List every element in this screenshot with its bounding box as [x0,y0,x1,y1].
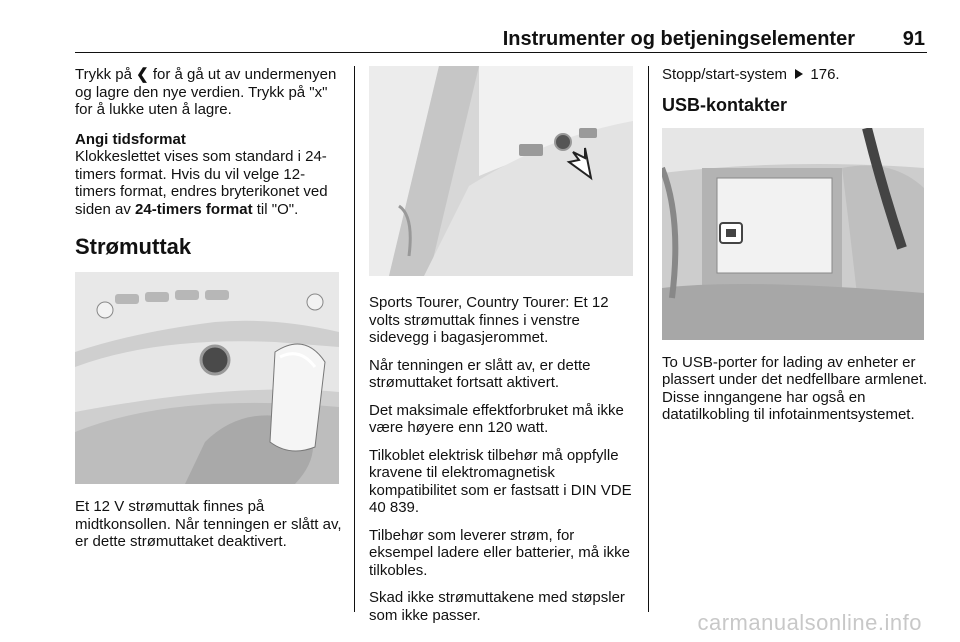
column-2 [369,66,635,634]
subheading-time-format: Angi tidsformat [75,130,186,148]
chevron-left-icon: ❮ [136,66,149,83]
trunk-outlet-illustration [369,66,633,276]
cross-reference [662,66,930,84]
paragraph: Når tenningen er slått av, er dette strømuttaket fortsatt aktivert. [369,356,591,391]
paragraph: Tilkoblet elektrisk tilbehør må oppfylle kravene til elektromagnetisk kompatibilitet som er fastsatt i DIN VDE 40 839. [369,446,632,516]
text: for å gå ut av undermenyen og lagre den nye verdien. Trykk på "x" for å lukke uten å lagre. [75,66,337,118]
text: Stopp/start-system [662,66,788,83]
arrow-right-icon [795,69,803,79]
bold-text: 24-timers format [135,200,253,218]
column-1 [75,66,343,561]
section-heading-usb: USB-kontakter [662,94,788,115]
paragraph: Det maksimale effektforbruket må ikke være høyere enn 120 watt. [369,401,624,436]
reference-page: 176. [810,66,840,83]
console-outlet-illustration [75,272,339,484]
page-header-title: Instrumenter og betjeningselementer [502,28,855,50]
image-caption: To USB-porter for lading av enheter er plassert under det nedfellbare armlenet. Disse inngangene har også en datatilkobling til infotainmentsystemet. [662,353,928,423]
column-divider [648,66,649,612]
paragraph: Sports Tourer, Country Tourer: Et 12 volts strømuttak finnes i venstre sidevegg i bagasjerommet. [369,294,609,346]
page-number: 91 [902,28,925,50]
paragraph: Tilbehør som leverer strøm, for eksempel ladere eller batterier, må ikke tilkobles. [369,526,630,579]
column-3 [662,66,930,434]
section-heading-power-outlet: Strømuttak [75,234,192,259]
paragraph [75,148,343,218]
image-caption: Et 12 V strømuttak finnes på midtkonsollen. Når tenningen er slått av, er dette strømuttaket deaktivert. [75,498,342,550]
paragraph: Skad ikke strømuttakene med støpsler som ikke passer. [369,589,625,624]
watermark: carmanualsonline.info [697,610,922,635]
header-rule [75,52,927,53]
paragraph [75,66,343,119]
column-divider [354,66,355,612]
text: Trykk på [75,66,132,83]
usb-ports-illustration [662,128,924,340]
text: til "O". [256,200,299,218]
text: Klokkeslettet vises som standard i 24-timers format. Hvis du vil velge 12-timers format, endres bryterikonet ved siden av [75,148,328,218]
page-header [75,24,927,54]
